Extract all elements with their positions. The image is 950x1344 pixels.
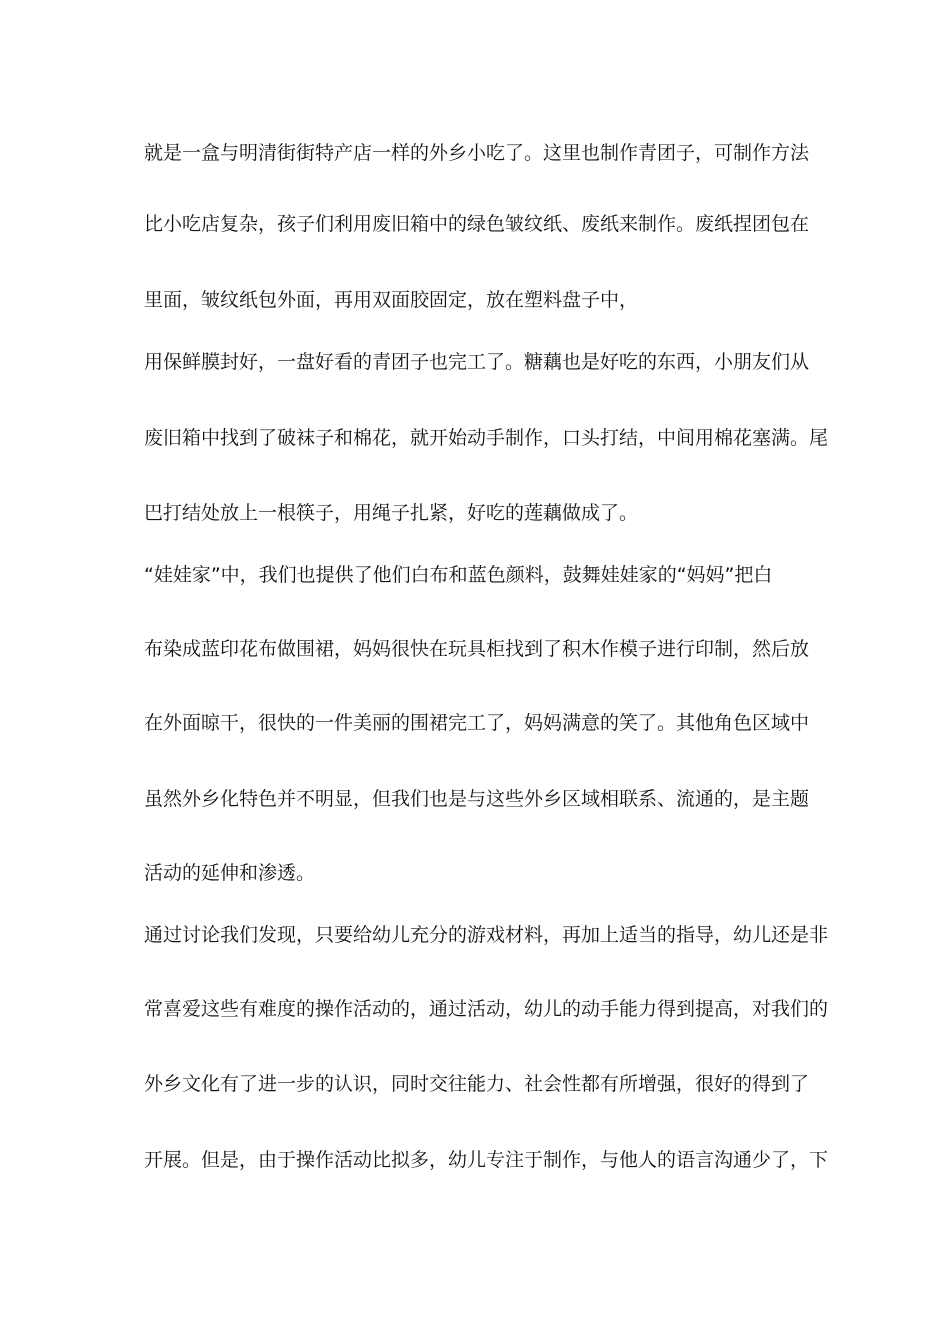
- text-line-4: 用保鲜膜封好，一盘好看的青团子也完工了。糖藕也是好吃的东西，小朋友们从: [144, 351, 810, 373]
- text-line-5: 废旧箱中找到了破袜子和棉花，就开始动手制作，口头打结，中间用棉花塞满。尾: [144, 427, 829, 449]
- text-line-7: “娃娃家”中，我们也提供了他们白布和蓝色颜料，鼓舞娃娃家的“妈妈”把白: [144, 564, 773, 586]
- text-line-9: 在外面晾干，很快的一件美丽的围裙完工了，妈妈满意的笑了。其他角色区域中: [144, 712, 810, 734]
- text-line-10: 虽然外乡化特色并不明显，但我们也是与这些外乡区域相联系、流通的，是主题: [144, 788, 810, 810]
- text-line-2: 比小吃店复杂，孩子们利用废旧箱中的绿色皱纹纸、废纸来制作。废纸捏团包在: [144, 213, 810, 235]
- text-line-14: 外乡文化有了进一步的认识，同时交往能力、社会性都有所增强，很好的得到了: [144, 1073, 810, 1095]
- text-line-15: 开展。但是，由于操作活动比拟多，幼儿专注于制作，与他人的语言沟通少了，下: [144, 1149, 829, 1171]
- text-line-6: 巴打结处放上一根筷子，用绳子扎紧，好吃的莲藕做成了。: [144, 502, 639, 524]
- text-line-1: 就是一盒与明清街街特产店一样的外乡小吃了。这里也制作青团子，可制作方法: [144, 142, 810, 164]
- text-line-11: 活动的延伸和渗透。: [144, 862, 316, 884]
- text-line-12: 通过讨论我们发现，只要给幼儿充分的游戏材料，再加上适当的指导，幼儿还是非: [144, 924, 829, 946]
- text-line-3: 里面，皱纹纸包外面，再用双面胶固定，放在塑料盘子中，: [144, 289, 639, 311]
- text-line-8: 布染成蓝印花布做围裙，妈妈很快在玩具柜找到了积木作模子进行印制，然后放: [144, 638, 810, 660]
- text-line-13: 常喜爱这些有难度的操作活动的，通过活动，幼儿的动手能力得到提高，对我们的: [144, 998, 829, 1020]
